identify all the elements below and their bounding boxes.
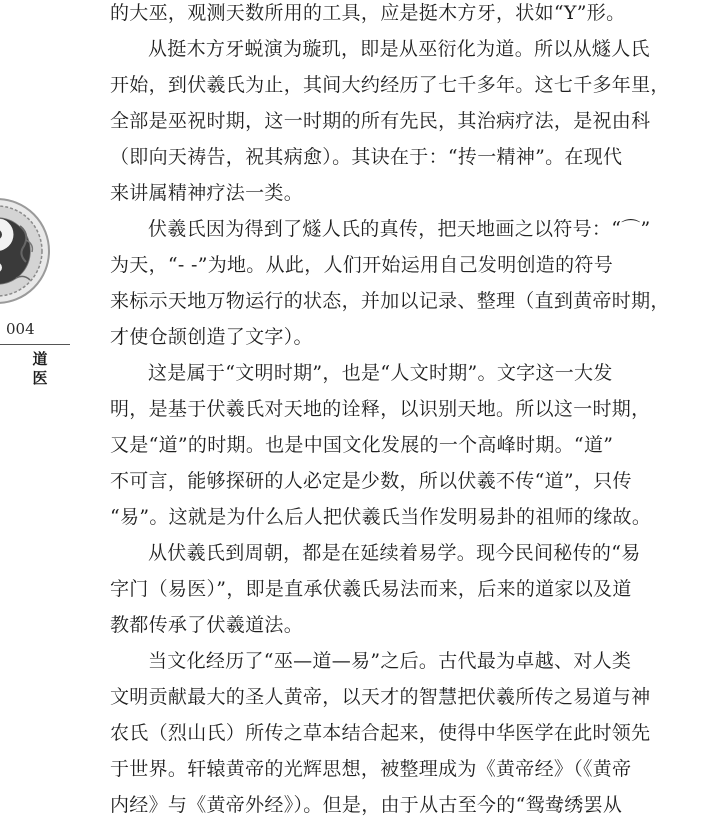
text-line: 于世界。轩辕黄帝的光辉思想，被整理成为《黄帝经》（《黄帝 — [110, 758, 632, 780]
text-line: 明，是基于伏羲氏对天地的诠释，以识别天地。所以这一时期， — [110, 398, 651, 420]
text-line: 内经》与《黄帝外经》）。但是，由于从古至今的“鸳鸯绣罢从 — [110, 794, 623, 816]
text-line: 从挺木方牙蜕演为璇玑，即是从巫衍化为道。所以从燧人氏 — [148, 38, 650, 60]
text-line: 来讲属精神疗法一类。 — [110, 182, 304, 204]
text-line: “易”。这就是为什么后人把伏羲氏当作发明易卦的祖师的缘故。 — [110, 506, 652, 528]
body-text — [110, 0, 670, 823]
text-line: （即向天祷告，祝其病愈）。其诀在于：“抟一精神”。在现代 — [110, 146, 623, 168]
text-line: 开始，到伏羲氏为止，其间大约经历了七千多年。这七千多年里， — [110, 74, 670, 96]
text-line: 伏羲氏因为得到了燧人氏的真传，把天地画之以符号：“⌒” — [148, 218, 651, 240]
text-line: 从伏羲氏到周朝，都是在延续着易学。现今民间秘传的“易 — [148, 542, 641, 564]
running-book-title — [31, 350, 49, 388]
text-line: 文明贡献最大的圣人黄帝，以天才的智慧把伏羲所传之易道与神 — [110, 686, 651, 708]
text-line: 这是属于“文明时期”，也是“人文时期”。文字这一大发 — [148, 362, 613, 384]
text-line: 来标示天地万物运行的状态，并加以记录、整理（直到黄帝时期， — [110, 290, 670, 312]
text-line: 才使仓颉创造了文字）。 — [110, 326, 313, 348]
page-number: 004 — [6, 320, 35, 338]
text-line: 不可言，能够探研的人必定是少数，所以伏羲不传“道”，只传 — [110, 470, 632, 492]
margin-divider — [0, 344, 70, 345]
text-line: 当文化经历了“巫—道—易”之后。古代最为卓越、对人类 — [148, 650, 632, 672]
text-line: 全部是巫祝时期，这一时期的所有先民，其治病疗法，是祝由科 — [110, 110, 651, 132]
text-line: 又是“道”的时期。也是中国文化发展的一个高峰时期。“道” — [110, 434, 614, 456]
text-line: 字门（易医）”，即是直承伏羲氏易法而来，后来的道家以及道 — [110, 578, 632, 600]
book-title-char: 道 — [32, 350, 48, 368]
text-line: 农氏（烈山氏）所传之草本结合起来，使得中华医学在此时领先 — [110, 722, 651, 744]
taiji-dragon-emblem-icon — [0, 196, 52, 306]
text-line: 教都传承了伏羲道法。 — [110, 614, 304, 636]
text-line: 的大巫，观测天数所用的工具，应是挺木方牙，状如“Y”形。 — [110, 2, 626, 24]
text-line: 为天，“- -”为地。从此，人们开始运用自己发明创造的符号 — [110, 254, 614, 276]
book-title-char: 医 — [32, 369, 48, 387]
